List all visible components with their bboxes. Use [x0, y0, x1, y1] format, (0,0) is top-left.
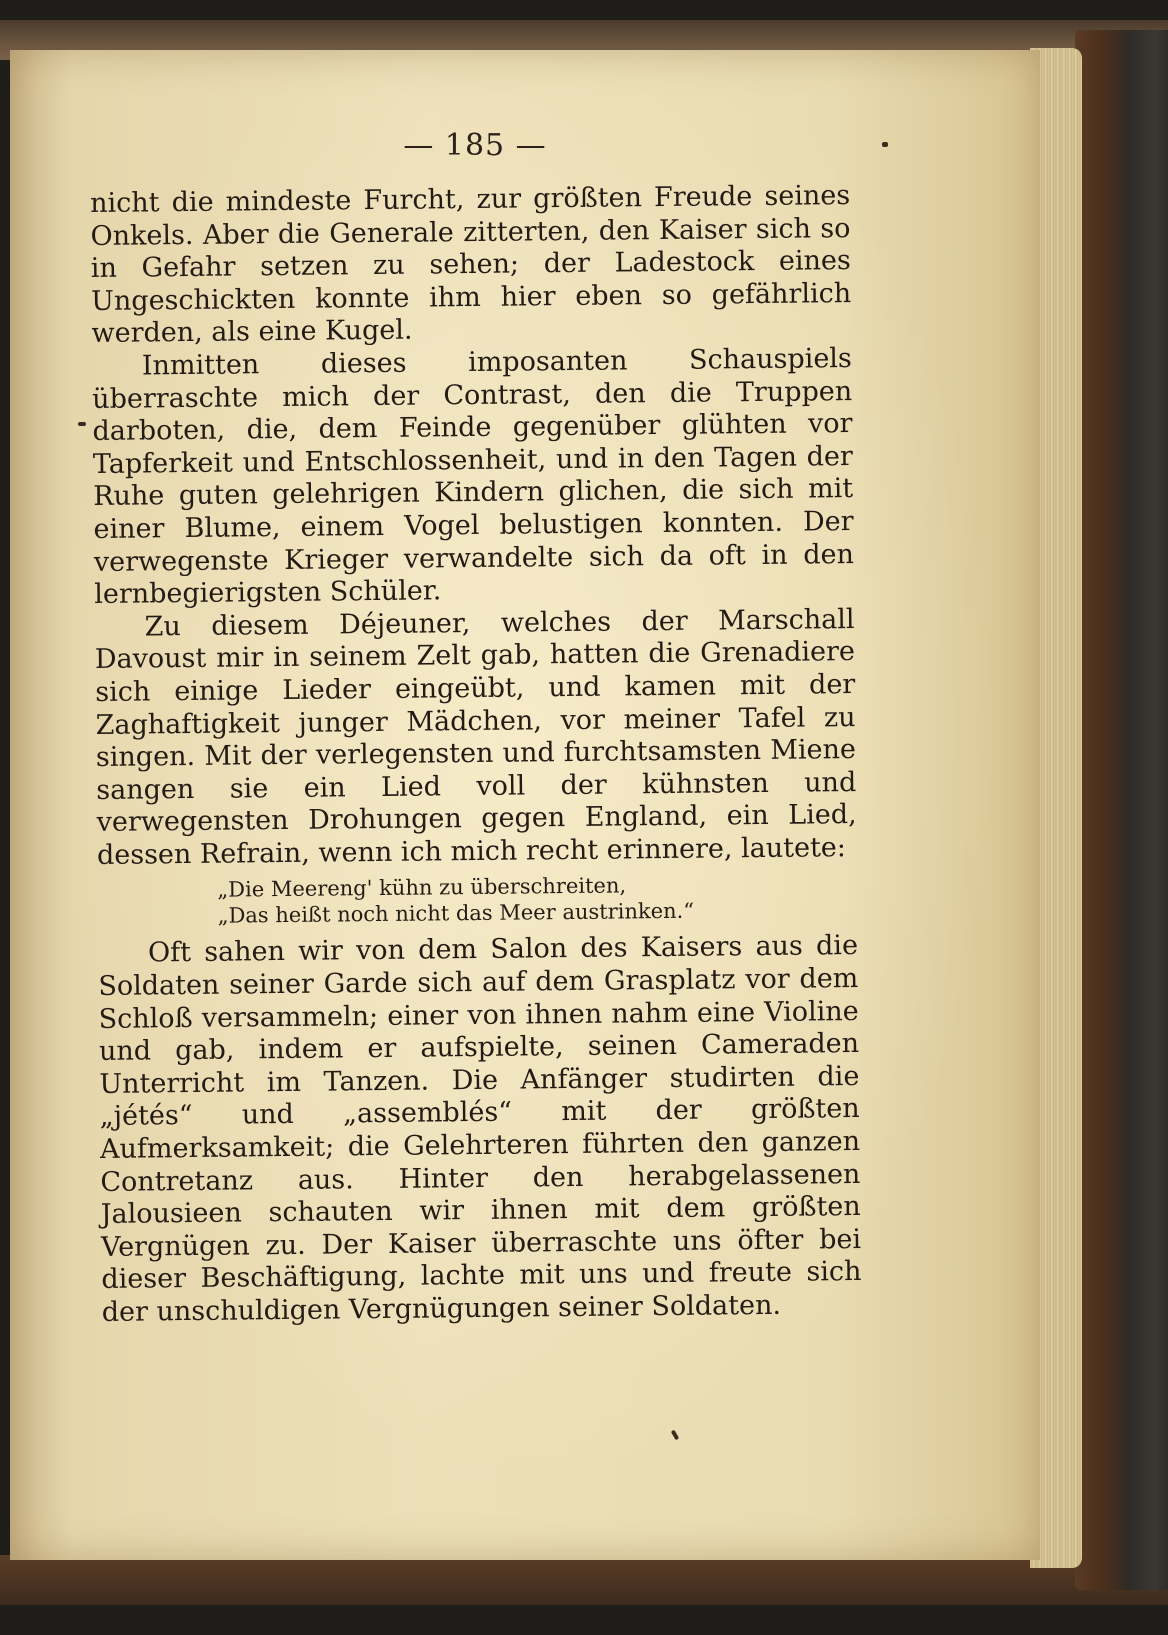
verse-line-2: „Das heißt noch nicht das Meer austrinken.“ — [217, 899, 695, 929]
paper-speck — [78, 422, 86, 426]
paper-speck — [671, 1430, 679, 1441]
verse-line-1: „Die Meereng' kühn zu überschreiten, — [217, 873, 627, 903]
body-text — [90, 180, 862, 1329]
paragraph-1: nicht die mindeste Furcht, zur größten Freude seines Onkels. Aber die Generale zitterten, den Kaiser sich so in Gefahr setzen zu sehen; der Ladestock eines Ungeschickten konnte ihm hier eben so gefährlich werden, als eine Kugel. — [90, 180, 852, 350]
paragraph-3: Zu diesem Déjeuner, welches der Marschall Davoust mir in seinem Zelt gab, hatten die Grenadiere sich einige Lieder eingeübt, und kamen mit der Zaghaftigkeit junger Mädchen, vor meiner Tafel zu singen. Mit der verlegensten und furchtsamsten Miene sangen sie ein Lied voll der kühnsten und verwegensten Drohungen gegen England, ein Lied, dessen Refrain, wenn ich mich recht erinnere, lautete: — [94, 603, 857, 871]
verse-quote — [217, 870, 858, 929]
book-cover-bottom-edge — [0, 1555, 1168, 1605]
page-number: — 185 — — [403, 128, 547, 163]
paragraph-2: Inmitten dieses imposanten Schauspiels überraschte mich der Contrast, den die Truppen darboten, die, dem Feinde gegenüber glühten vor Tapferkeit und Entschlossenheit, und in den Tagen der Ruhe guten gelehrigen Kindern glichen, die sich mit einer Blume, einem Vogel belustigen konnten. Der verwegenste Krieger verwandelte sich da oft in den lernbegierigsten Schüler. — [92, 343, 855, 611]
book-page — [10, 50, 1040, 1560]
book-cover-right-edge — [1075, 30, 1168, 1590]
paragraph-4: Oft sahen wir von dem Salon des Kaisers aus die Soldaten seiner Garde sich auf dem Grasplatz vor dem Schloß versammeln; einer von ihnen nahm eine Violine und gab, indem er aufspielte, seinen Cameraden Unterricht im Tanzen. Die Anfänger studirten die „jétés“ und „assemblés“ mit der größten Aufmerksamkeit; die Gelehrteren führten den ganzen Contretanz aus. Hinter den herabgelassenen Jalousieen schauten wir ihnen mit dem größten Vergnügen zu. Der Kaiser überraschte uns öfter bei dieser Beschäftigung, lachte mit uns und freute sich der unschuldigen Vergnügungen seiner Soldaten. — [98, 930, 862, 1328]
paper-speck — [882, 142, 888, 147]
